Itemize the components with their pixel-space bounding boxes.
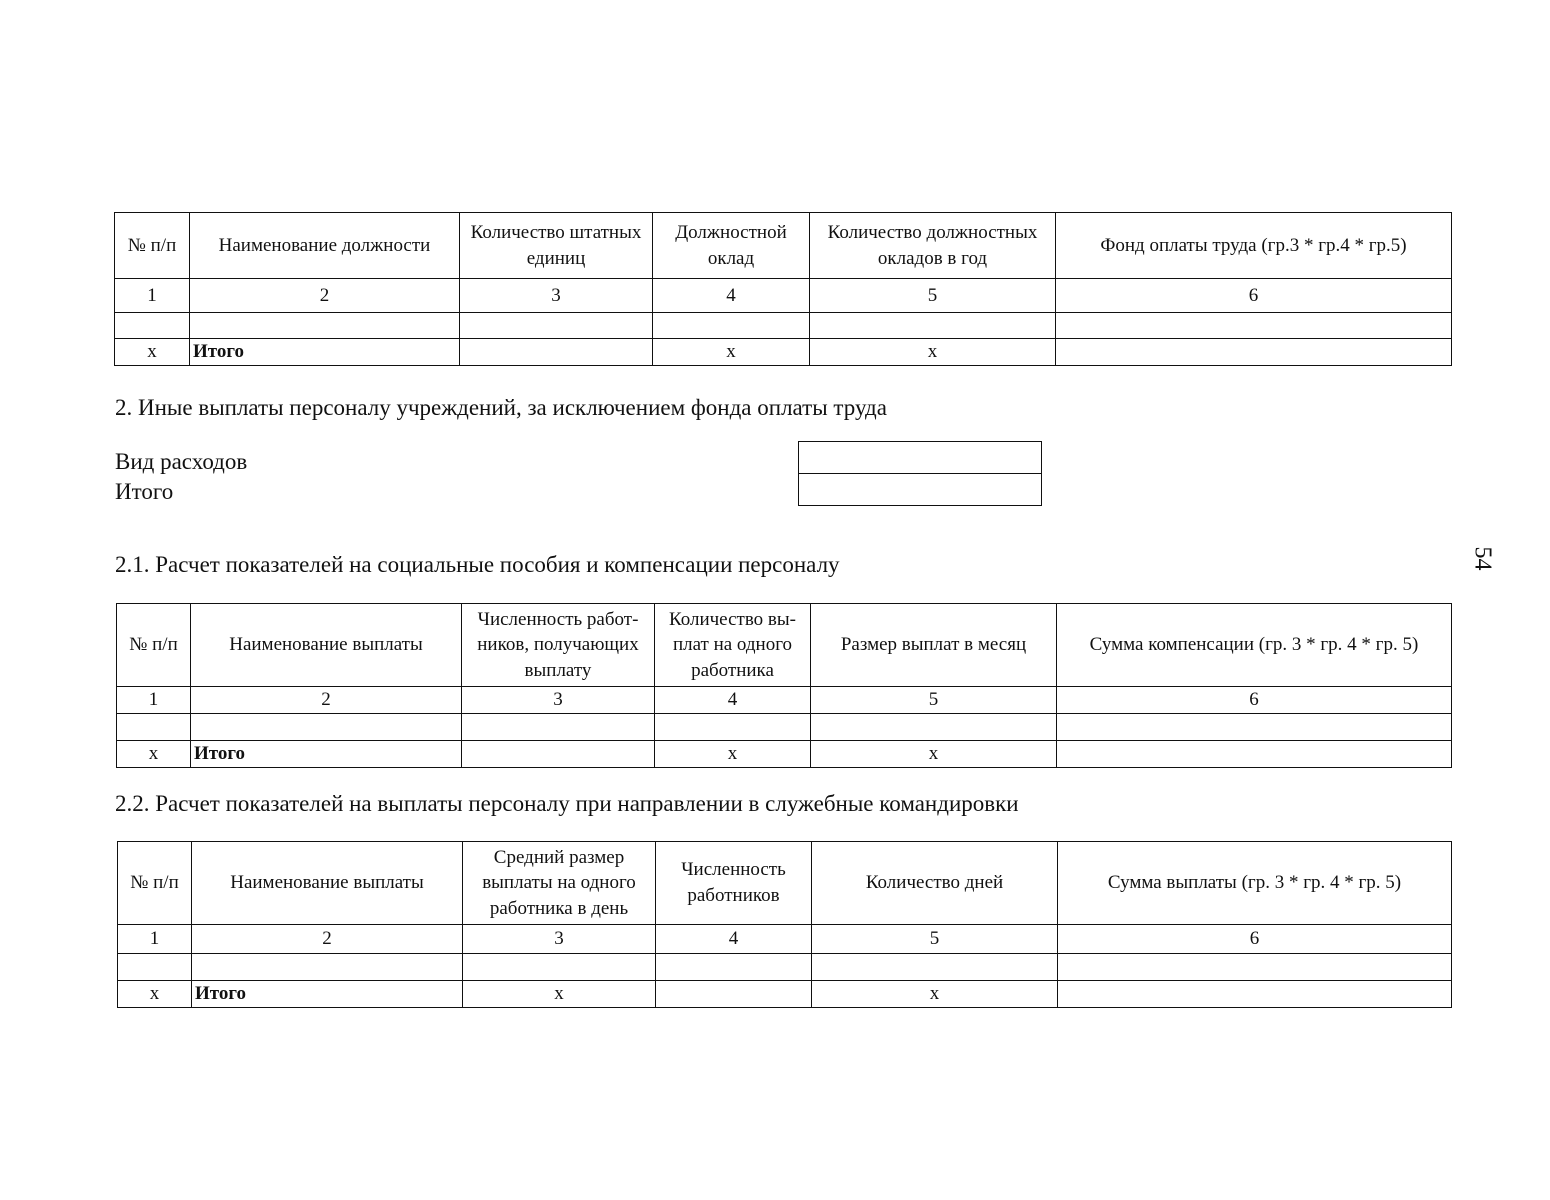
column-number: 1 — [118, 925, 192, 954]
total-cell: x — [812, 981, 1058, 1008]
total-cell — [462, 741, 655, 768]
total-cell — [460, 339, 653, 366]
total-cell — [656, 981, 812, 1008]
total-cell — [1057, 741, 1452, 768]
empty-cell — [462, 714, 655, 741]
header-cell: Сумма компенсации (гр. 3 * гр. 4 * гр. 5) — [1057, 604, 1452, 687]
empty-cell — [655, 714, 811, 741]
business-trip-table — [117, 841, 1452, 1008]
header-cell: Фонд оплаты труда (гр.3 * гр.4 * гр.5) — [1056, 213, 1452, 279]
total-label: Итого — [191, 741, 462, 768]
section-2-1-title: 2.1. Расчет показателей на социальные пособия и компенсации персоналу — [115, 552, 840, 577]
header-cell: Размер выплат в месяц — [811, 604, 1057, 687]
header-cell: Численность работ-ников, получающих выплату — [462, 604, 655, 687]
header-cell: № п/п — [118, 842, 192, 925]
header-cell: Количество должностных окладов в год — [810, 213, 1056, 279]
table-header-row — [115, 213, 1452, 279]
column-number-row — [115, 279, 1452, 313]
total-row — [118, 981, 1452, 1008]
total-cell: x — [810, 339, 1056, 366]
empty-cell — [463, 954, 656, 981]
social-benefits-table — [116, 603, 1452, 768]
column-number: 5 — [812, 925, 1058, 954]
column-number: 5 — [810, 279, 1056, 313]
column-number: 1 — [117, 687, 191, 714]
total-row — [115, 339, 1452, 366]
page-number: 54 — [1469, 546, 1496, 571]
empty-row — [117, 714, 1452, 741]
empty-cell — [192, 954, 463, 981]
header-cell: Средний размер выплаты на одного работника в день — [463, 842, 656, 925]
total-label: Итого — [192, 981, 463, 1008]
total-cell — [1058, 981, 1452, 1008]
empty-cell — [812, 954, 1058, 981]
total-cell: x — [655, 741, 811, 768]
total-label: Итого — [190, 339, 460, 366]
expense-type-cell — [799, 442, 1042, 474]
empty-cell — [811, 714, 1057, 741]
header-cell: Наименование выплаты — [192, 842, 463, 925]
empty-cell — [460, 313, 653, 339]
column-number: 6 — [1056, 279, 1452, 313]
empty-cell — [656, 954, 812, 981]
empty-cell — [115, 313, 190, 339]
empty-cell — [118, 954, 192, 981]
table-header-row — [117, 604, 1452, 687]
column-number: 2 — [190, 279, 460, 313]
total-label: Итого — [115, 479, 174, 504]
column-number: 3 — [460, 279, 653, 313]
empty-cell — [810, 313, 1056, 339]
section-2-title: 2. Иные выплаты персоналу учреждений, за исключением фонда оплаты труда — [115, 395, 887, 420]
column-number: 1 — [115, 279, 190, 313]
total-cell: x — [115, 339, 190, 366]
empty-row — [115, 313, 1452, 339]
expense-total-cell — [799, 474, 1042, 506]
empty-cell — [653, 313, 810, 339]
table-header-row — [118, 842, 1452, 925]
total-cell: x — [653, 339, 810, 366]
total-cell: x — [811, 741, 1057, 768]
payroll-table — [114, 212, 1452, 366]
total-cell — [1056, 339, 1452, 366]
total-cell: x — [463, 981, 656, 1008]
column-number: 5 — [811, 687, 1057, 714]
header-cell: Количество штатных единиц — [460, 213, 653, 279]
empty-cell — [190, 313, 460, 339]
column-number: 6 — [1057, 687, 1452, 714]
header-cell: Сумма выплаты (гр. 3 * гр. 4 * гр. 5) — [1058, 842, 1452, 925]
total-row — [117, 741, 1452, 768]
header-cell: Численность работников — [656, 842, 812, 925]
column-number: 4 — [656, 925, 812, 954]
section-2-2-title: 2.2. Расчет показателей на выплаты персоналу при направлении в служебные командировки — [115, 791, 1019, 816]
column-number: 2 — [191, 687, 462, 714]
empty-cell — [117, 714, 191, 741]
total-cell: x — [117, 741, 191, 768]
column-number: 3 — [462, 687, 655, 714]
header-cell: Количество дней — [812, 842, 1058, 925]
column-number-row — [118, 925, 1452, 954]
empty-cell — [191, 714, 462, 741]
expense-type-box — [798, 441, 1042, 506]
empty-cell — [1056, 313, 1452, 339]
header-cell: № п/п — [115, 213, 190, 279]
empty-cell — [1058, 954, 1452, 981]
header-cell: Должностной оклад — [653, 213, 810, 279]
column-number: 4 — [653, 279, 810, 313]
column-number: 2 — [192, 925, 463, 954]
header-cell: № п/п — [117, 604, 191, 687]
header-cell: Количество вы-плат на одного работника — [655, 604, 811, 687]
total-cell: x — [118, 981, 192, 1008]
column-number-row — [117, 687, 1452, 714]
header-cell: Наименование должности — [190, 213, 460, 279]
header-cell: Наименование выплаты — [191, 604, 462, 687]
expense-type-label: Вид расходов — [115, 449, 248, 474]
column-number: 6 — [1058, 925, 1452, 954]
column-number: 4 — [655, 687, 811, 714]
column-number: 3 — [463, 925, 656, 954]
empty-row — [118, 954, 1452, 981]
empty-cell — [1057, 714, 1452, 741]
